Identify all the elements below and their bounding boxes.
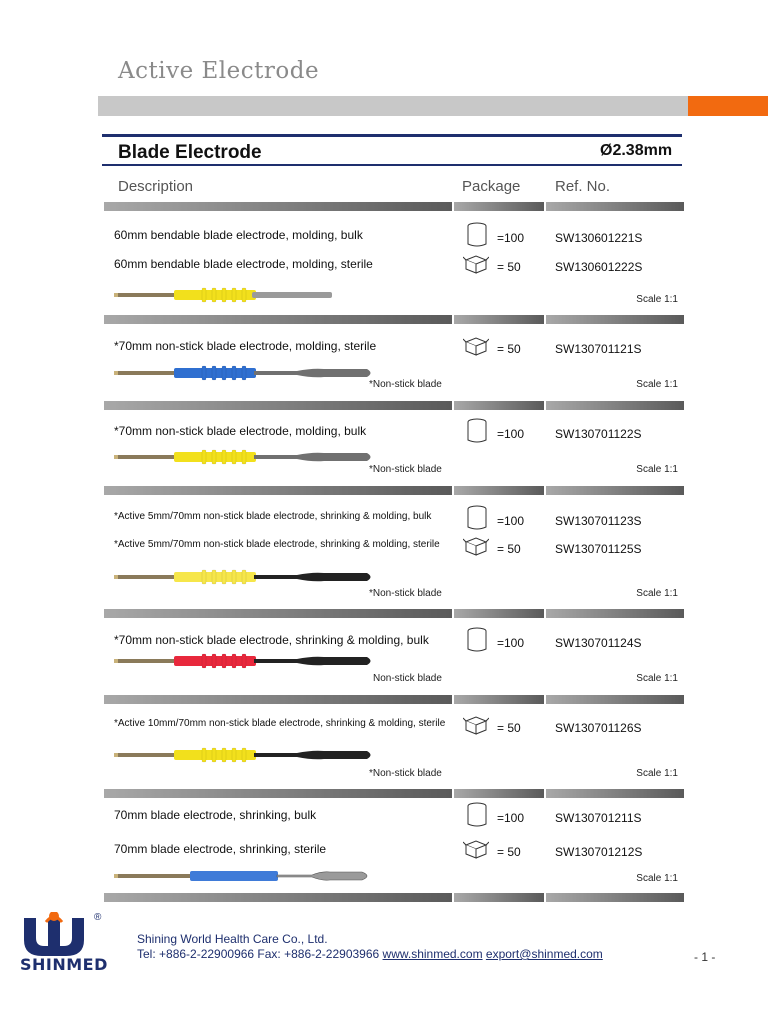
footer-email-link[interactable]: export@shinmed.com [485,947,603,961]
package-quantity: =100 [497,231,525,245]
footer-contact [137,947,603,961]
bulk-can-icon [465,802,489,833]
scale-label: Scale 1:1 [636,294,678,305]
package-quantity: = 50 [497,542,521,556]
bulk-can-icon [465,627,489,658]
table-separator [104,486,452,495]
page-number: - 1 - [694,950,716,964]
table-separator [454,315,544,324]
footer-website-link[interactable]: www.shinmed.com [382,947,483,961]
logo-wordmark: SHINMED [20,955,108,974]
table-separator [546,789,684,798]
table-separator [104,695,452,704]
scale-label: Scale 1:1 [636,673,678,684]
package-quantity: = 50 [497,342,521,356]
table-separator [104,315,452,324]
package-quantity: =100 [497,811,525,825]
product-description: *Active 5mm/70mm non-stick blade electrode, shrinking & molding, sterile [114,539,440,550]
table-separator [104,609,452,618]
reference-number: SW130701121S [555,342,642,356]
table-separator [546,315,684,324]
electrode-image [112,744,377,766]
table-separator [454,789,544,798]
product-description: *70mm non-stick blade electrode, molding, sterile [114,339,377,353]
table-separator [546,401,684,410]
product-description: 70mm blade electrode, shrinking, sterile [114,842,327,856]
section-bottom-rule [102,164,682,166]
reference-number: SW130701122S [555,427,642,441]
table-separator [104,789,452,798]
footer-company: Shining World Health Care Co., Ltd. [137,932,328,946]
column-header-description: Description [118,178,194,195]
product-description: *Active 10mm/70mm non-stick blade electrode, shrinking & molding, sterile [114,718,446,729]
footer-phone-fax: Tel: +886-2-22900966 Fax: +886-2-22903966 [137,947,380,961]
table-separator [454,609,544,618]
reference-number: SW130601221S [555,231,643,245]
table-separator [546,695,684,704]
non-stick-note: Non-stick blade [373,673,442,684]
reference-number: SW130701212S [555,845,643,859]
table-separator [454,893,544,902]
table-separator [104,401,452,410]
reference-number: SW130701124S [555,636,642,650]
table-separator [546,486,684,495]
electrode-image [112,865,377,887]
table-separator [104,893,452,902]
reference-number: SW130701123S [555,514,642,528]
package-quantity: = 50 [497,721,521,735]
package-quantity: =100 [497,427,525,441]
section-top-rule [102,134,682,137]
product-description: 70mm blade electrode, shrinking, bulk [114,808,317,822]
table-separator [454,486,544,495]
non-stick-note: *Non-stick blade [369,768,442,779]
package-quantity: = 50 [497,260,521,274]
non-stick-note: *Non-stick blade [369,379,442,390]
electrode-image [112,566,377,588]
table-separator [546,202,684,211]
scale-label: Scale 1:1 [636,873,678,884]
scale-label: Scale 1:1 [636,588,678,599]
product-description: 60mm bendable blade electrode, molding, bulk [114,228,363,242]
scale-label: Scale 1:1 [636,379,678,390]
reference-number: SW130701126S [555,721,642,735]
table-separator [104,202,452,211]
product-description: *Active 5mm/70mm non-stick blade electrode, shrinking & molding, bulk [114,511,432,522]
bulk-can-icon [465,418,489,449]
non-stick-note: *Non-stick blade [369,588,442,599]
electrode-image [112,446,377,468]
table-separator [454,401,544,410]
product-description: 60mm bendable blade electrode, molding, sterile [114,257,373,271]
table-separator [546,609,684,618]
bulk-can-icon [465,505,489,536]
bulk-can-icon [465,222,489,253]
package-quantity: = 50 [497,845,521,859]
electrode-image [112,362,377,384]
package-quantity: =100 [497,514,525,528]
table-separator [454,695,544,704]
sterile-box-icon [463,535,489,562]
logo-registered-mark: ® [94,912,102,923]
reference-number: SW130601222S [555,260,643,274]
sterile-box-icon [463,253,489,280]
column-header-package: Package [462,178,521,195]
product-description: *70mm non-stick blade electrode, molding, bulk [114,424,367,438]
product-description: *70mm non-stick blade electrode, shrinking & molding, bulk [114,633,429,647]
reference-number: SW130701125S [555,542,642,556]
scale-label: Scale 1:1 [636,768,678,779]
column-header-ref: Ref. No. [555,178,611,195]
title-bar [98,96,688,116]
reference-number: SW130701211S [555,811,642,825]
table-separator [546,893,684,902]
title-accent-bar [688,96,768,116]
sterile-box-icon [463,335,489,362]
section-title: Blade Electrode [118,142,262,163]
package-quantity: =100 [497,636,525,650]
sterile-box-icon [463,714,489,741]
table-separator [454,202,544,211]
page-title: Active Electrode [118,58,320,84]
scale-label: Scale 1:1 [636,464,678,475]
sterile-box-icon [463,838,489,865]
electrode-image [112,284,377,306]
non-stick-note: *Non-stick blade [369,464,442,475]
electrode-image [112,650,377,672]
section-diameter: Ø2.38mm [600,142,673,159]
